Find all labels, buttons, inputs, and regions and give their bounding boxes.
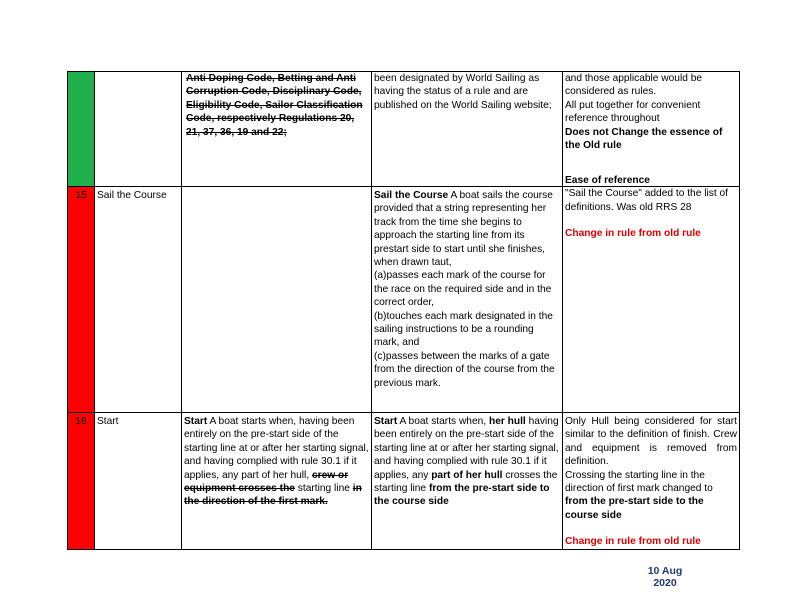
new-rule-lead: Start — [374, 416, 398, 427]
footer-date-day: 10 Aug — [647, 565, 683, 577]
new-rule-text: been designated by World Sailing as having the status of a rule and are published on the World Sailing website; — [374, 73, 552, 111]
rule-number-cell — [68, 72, 95, 187]
old-rule-struck: crew or equipment crosses the — [184, 469, 349, 495]
footer-date — [640, 565, 690, 589]
new-rule-bold: from the pre-start side to the course side — [374, 483, 550, 508]
change-note: Change in rule from old rule — [565, 228, 701, 240]
comment-title: Ease of reference — [565, 175, 650, 186]
comment-line: and those applicable would be considered as rules. — [565, 73, 703, 98]
new-rule-body: having been entirely on the pre-start side of the starting line at or after her starting signal, and having complied with rule 30.1 if it applies, any — [374, 416, 559, 481]
rule-name-cell: Sail the Course — [95, 187, 182, 413]
footer-date-year: 2020 — [653, 577, 677, 589]
table-row — [68, 187, 740, 413]
old-rule-cell — [182, 413, 372, 550]
new-rule-body: crosses the starting line — [374, 469, 558, 495]
comment-cell — [563, 175, 740, 413]
old-rule-cell — [182, 72, 372, 187]
new-rule-item: (c)passes between the marks of a gate from the direction of the course from the previous mark. — [374, 350, 555, 389]
old-rule-lead: Start — [184, 416, 208, 427]
comment-line: All put together for convenient reference throughout — [565, 99, 701, 125]
new-rule-body: A boat sails the course provided that a string representing her track from the time she begins to approach the starting line from its prestart side to start until she finishes, when drawn taut, — [374, 190, 553, 269]
comment-bold: Does not Change the essence of the Old rule — [565, 126, 723, 152]
new-rule-text — [374, 415, 560, 509]
new-rule-cell — [372, 72, 563, 187]
comment-bold: from the pre-start side to the course side — [565, 496, 704, 521]
new-rule-bold: part of her hull — [431, 469, 503, 481]
new-rule-lead: Sail the Course — [374, 190, 449, 201]
comment-text — [565, 469, 737, 523]
new-rule-cell — [372, 187, 563, 413]
old-rule-text: Anti Doping Code, Betting and Anti Corruption Code, Disciplinary Code, Eligibility Code, Sailor Classification Code, respectively Regulations 20, 21, 37, 36, 19 and 22; — [186, 73, 363, 138]
new-rule-bold: her hull — [488, 416, 526, 427]
new-rule-item: (b)touches each mark designated in the sailing instructions to be a rounding mark, and — [374, 310, 553, 349]
comment-text: Only Hull being considered for start similar to the definition of finish. Crew and equipment is removed from definition. — [565, 416, 737, 468]
new-rule-item: (a)passes each mark of the course for the race on the required side and in the correct order, — [374, 270, 552, 309]
old-rule-body: A boat starts when, having been entirely on the pre-start side of the starting line at or after her starting signal, and having complied with rule 30.1 if it applies, any part of her hull, — [184, 416, 369, 481]
old-rule-cell — [182, 187, 372, 413]
old-rule-text — [184, 415, 369, 509]
old-rule-struck: in the direction of the first mark. — [184, 483, 362, 508]
old-rule-body: starting line — [294, 483, 353, 495]
table-row — [68, 72, 740, 187]
new-rule-body: A boat starts when, — [397, 416, 489, 427]
table-row — [68, 413, 740, 550]
rule-name-cell: Start — [95, 413, 182, 550]
new-rule-text — [374, 189, 560, 269]
comment-cell — [563, 413, 740, 550]
change-note: Change in rule from old rule — [565, 536, 701, 548]
rule-number-cell: 15 — [68, 187, 95, 413]
rule-name-cell — [95, 72, 182, 187]
rule-number-cell: 16 — [68, 413, 95, 550]
comment-text: "Sail the Course" added to the list of definitions. Was old RRS 28 — [565, 188, 728, 213]
rules-comparison-table — [67, 71, 740, 550]
comment-cell — [563, 72, 740, 187]
comment-body: Crossing the starting line in the direction of first mark changed to — [565, 469, 713, 495]
new-rule-cell — [372, 413, 563, 550]
